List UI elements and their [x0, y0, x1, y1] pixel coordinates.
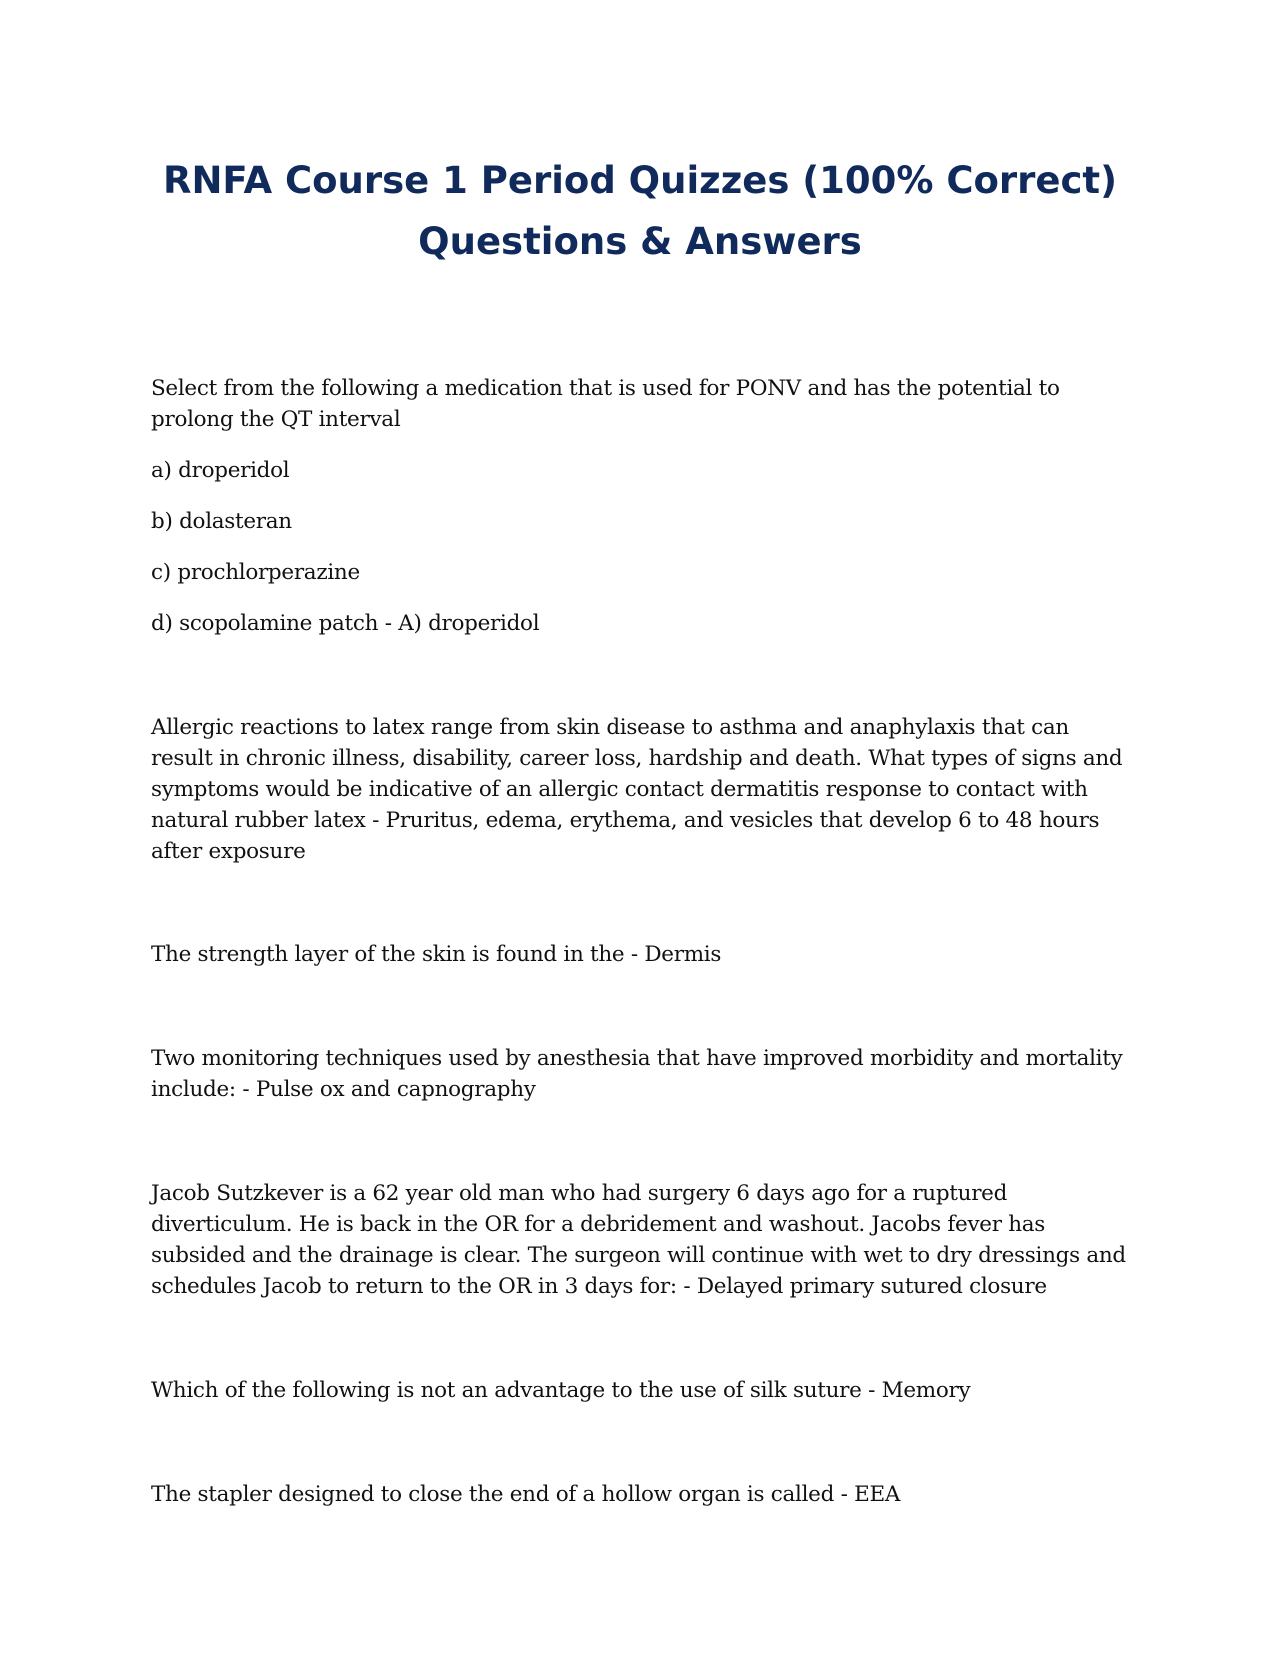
question-5: Jacob Sutzkever is a 62 year old man who had surgery 6 days ago for a ruptured diverticulum. He is back in the OR for a debridement and washout. Jacobs fever has subsided and the drainage is clear. The surgeon will continue with wet to dry dressings and schedules Jacob to return to the OR in 3 days for: - Delayed primary sutured closure — [151, 1181, 1126, 1299]
question-2: Allergic reactions to latex range from skin disease to asthma and anaphylaxis that can result in chronic illness, disability, career loss, hardship and death. What types of signs and symptoms would be indicative of an allergic contact dermatitis response to contact with natural rubber latex - Pruritus, edema, erythema, and vesicles that develop 6 to 48 hours after exposure — [151, 715, 1123, 864]
question-1-option-d: d) scopolamine patch - A) droperidol — [151, 611, 540, 636]
question-6: Which of the following is not an advantage to the use of silk suture - Memory — [151, 1378, 971, 1403]
title-line-1: RNFA Course 1 Period Quizzes (100% Correct) — [162, 159, 1118, 202]
question-1-option-a: a) droperidol — [151, 458, 290, 483]
title-line-2: Questions & Answers — [418, 220, 862, 263]
question-1: Select from the following a medication that is used for PONV and has the potential to prolong the QT interval — [151, 376, 1060, 432]
question-1-option-b: b) dolasteran — [151, 509, 292, 534]
qa-list — [151, 373, 1136, 1510]
question-4: Two monitoring techniques used by anesthesia that have improved morbidity and mortality include: - Pulse ox and capnography — [151, 1046, 1123, 1102]
question-1-option-c: c) prochlorperazine — [151, 560, 360, 585]
page-title — [0, 150, 1280, 272]
question-7: The stapler designed to close the end of a hollow organ is called - EEA — [151, 1482, 901, 1507]
question-3: The strength layer of the skin is found in the - Dermis — [151, 942, 722, 967]
